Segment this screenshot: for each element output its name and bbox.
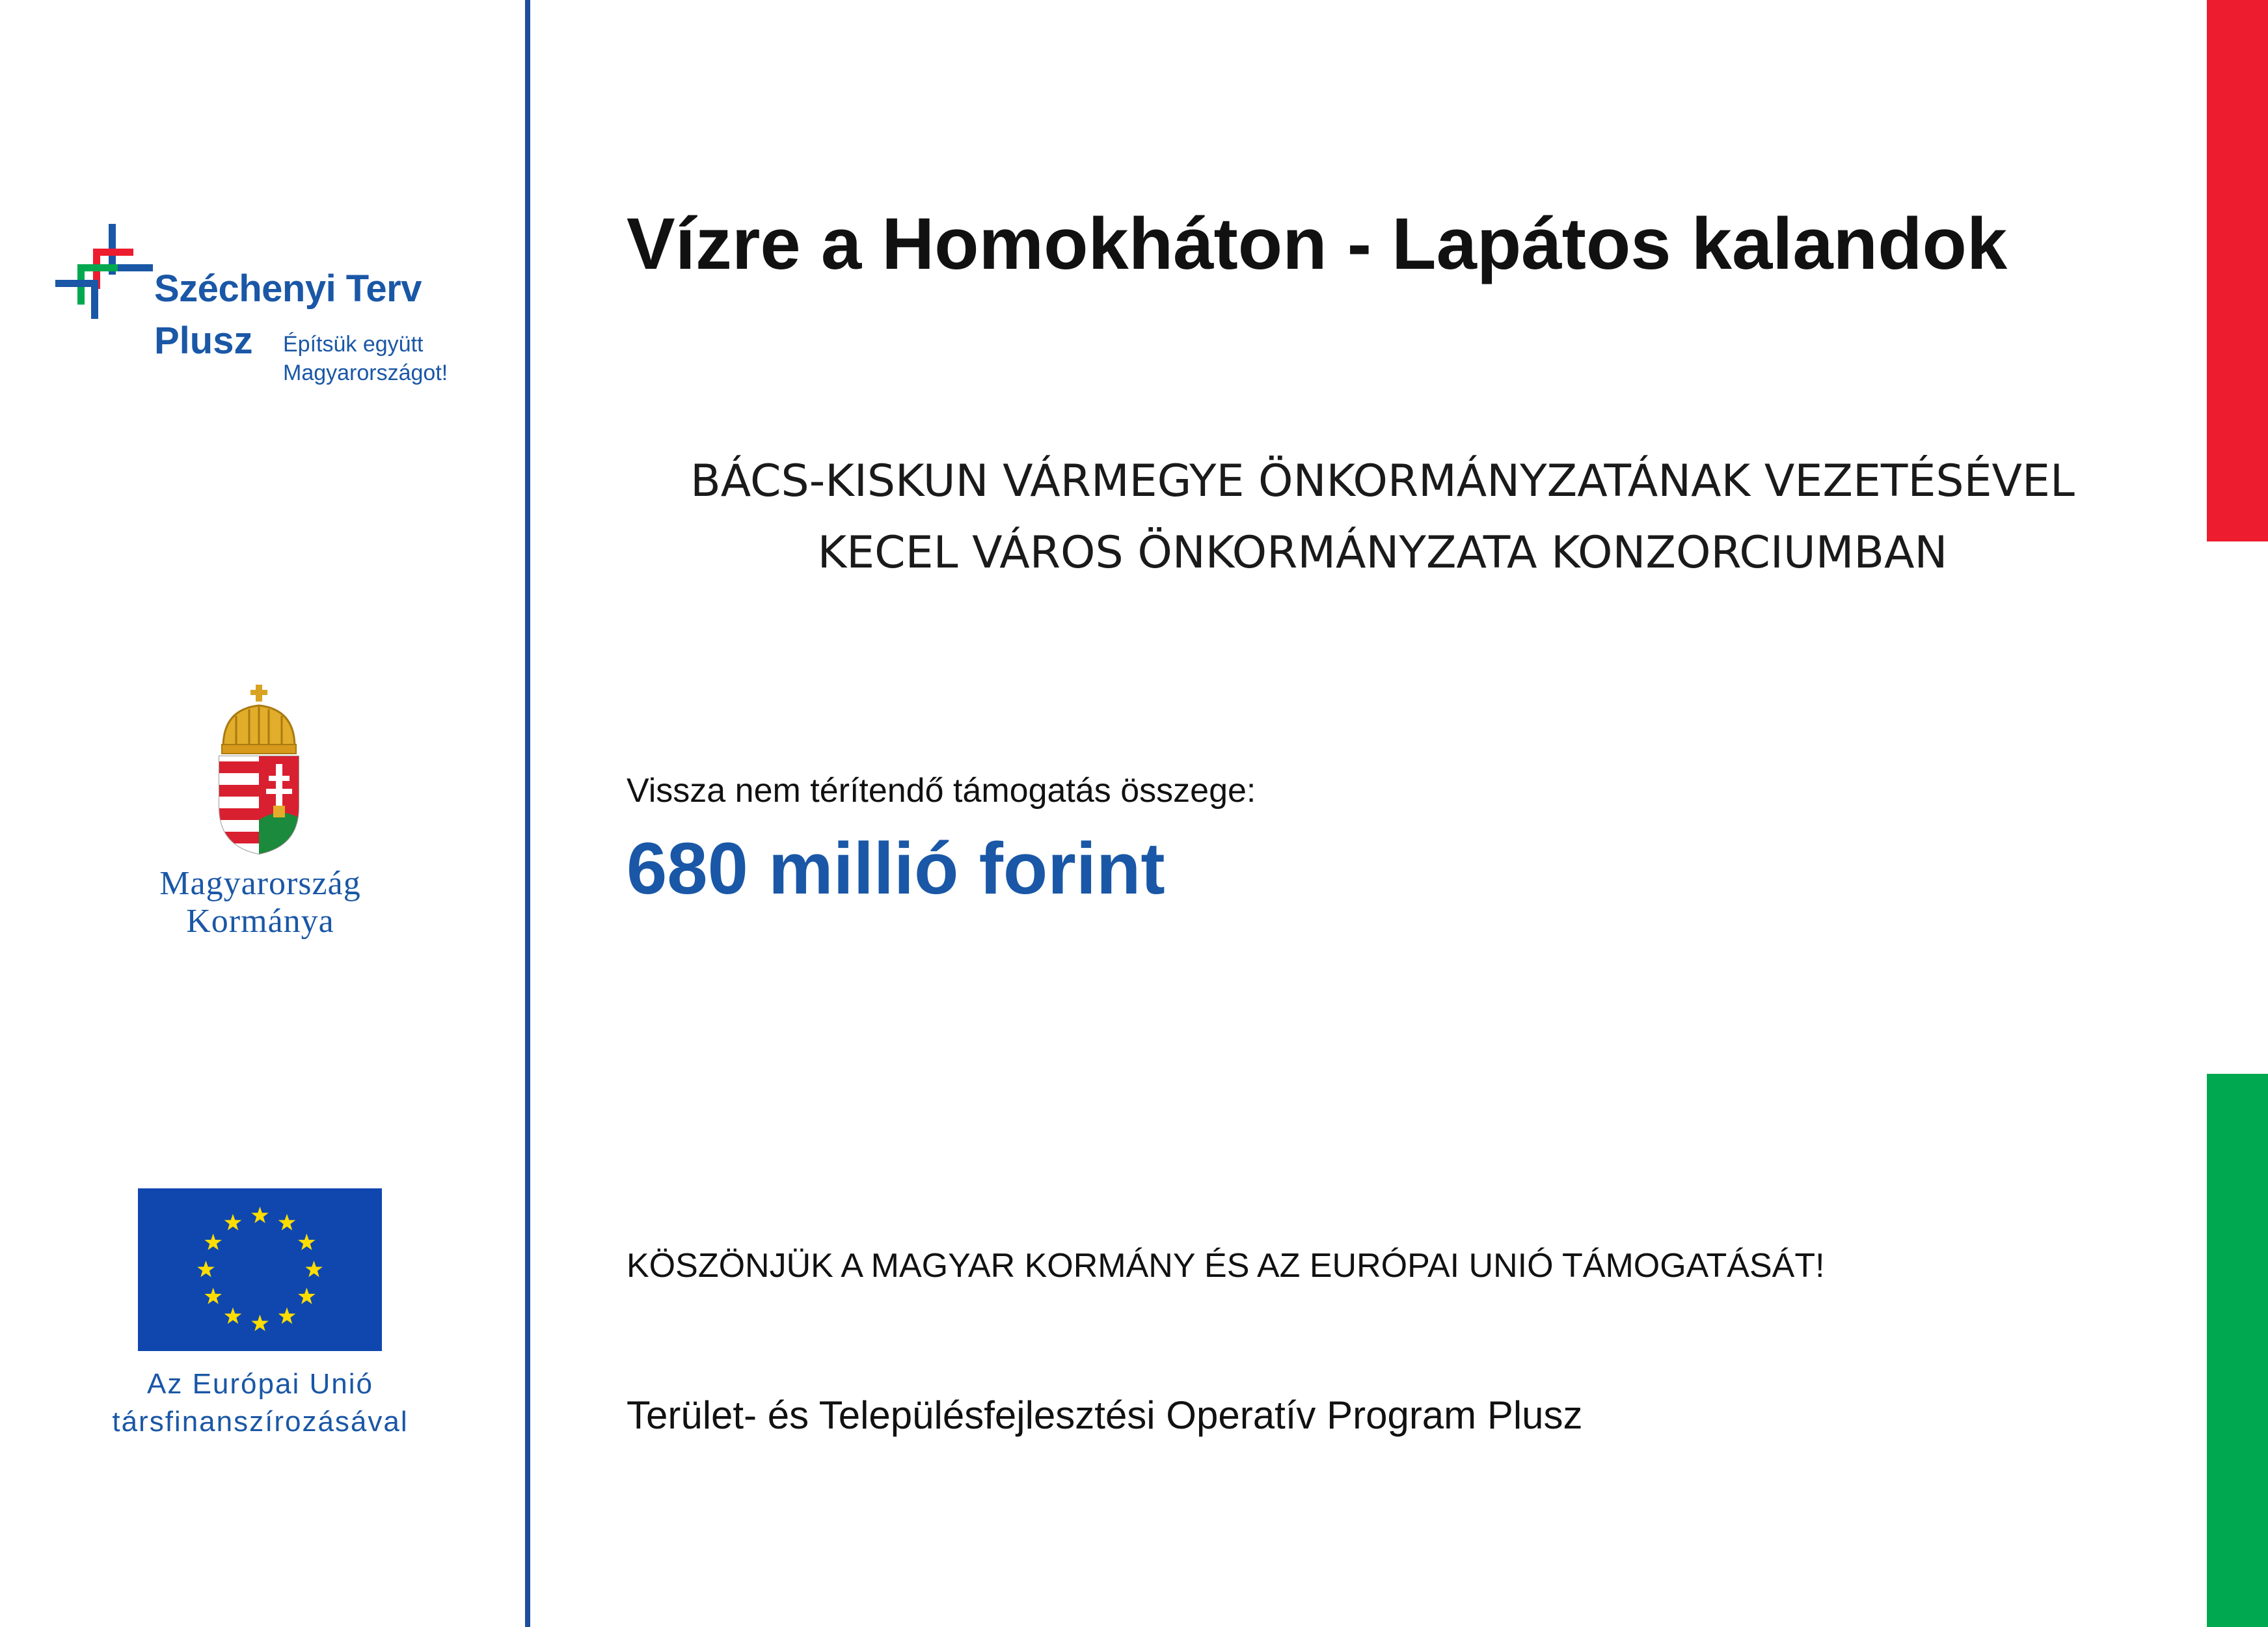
szechenyi-terv-logo [55, 221, 472, 397]
szechenyi-title: Széchenyi Terv [154, 267, 422, 310]
eu-cofinancing-line1: Az Európai Unió [147, 1368, 373, 1400]
project-title: Vízre a Homokháton - Lapátos kalandok [627, 203, 2008, 284]
szechenyi-slogan-line1: Építsük együtt [283, 332, 424, 357]
program-name: Terület- és Településfejlesztési Operatív Program Plusz [627, 1393, 1583, 1437]
lead-partner-line2: KECEL VÁROS ÖNKORMÁNYZATA KONZORCIUMBAN [817, 527, 1948, 579]
flag-stripe-green [2207, 1074, 2268, 1627]
thanks-message: KÖSZÖNJÜK A MAGYAR KORMÁNY ÉS AZ EURÓPAI UNIÓ TÁMOGATÁSÁT! [627, 1247, 1825, 1285]
government-name-line2: Kormánya [186, 903, 334, 940]
eu-cofinancing-line2: társfinanszírozásával [112, 1406, 409, 1438]
flag-stripe-red [2207, 0, 2268, 541]
szechenyi-cross-icon [55, 221, 153, 319]
grant-amount: 680 millió forint [627, 828, 1165, 909]
lead-partner-line1: BÁCS-KISKUN VÁRMEGYE ÖNKORMÁNYZATÁNAK VEZETÉSÉVEL [690, 456, 2075, 507]
hungarian-coat-of-arms-icon [217, 683, 301, 859]
szechenyi-slogan-line2: Magyarországot! [283, 361, 448, 385]
szechenyi-plus: Plusz [154, 320, 253, 362]
government-name-line1: Magyarország [159, 865, 361, 902]
eu-flag-icon [138, 1188, 382, 1351]
vertical-divider [525, 0, 530, 1627]
grant-amount-label: Vissza nem térítendő támogatás összege: [627, 772, 1256, 810]
